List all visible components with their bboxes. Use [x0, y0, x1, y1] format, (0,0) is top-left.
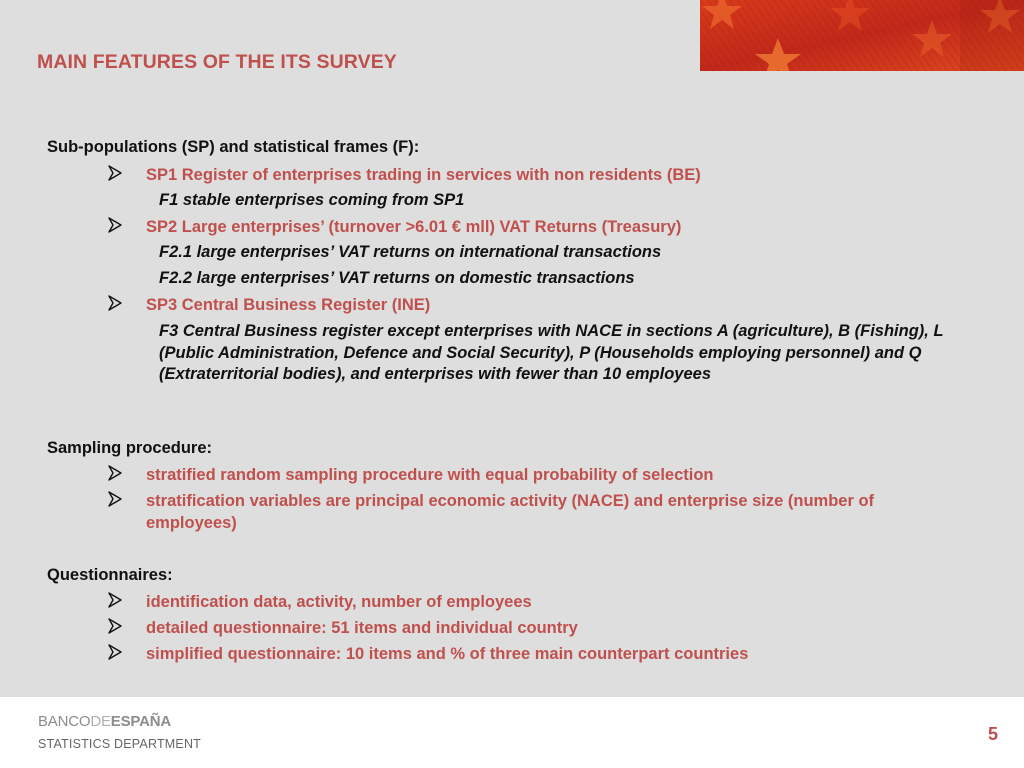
subpopulations-heading: Sub-populations (SP) and statistical frames (F): — [47, 138, 420, 156]
banco-de-espana-logo — [38, 713, 171, 730]
bullet-sp3-text: SP3 Central Business Register (INE) — [146, 296, 431, 314]
frame-f3-text: F3 Central Business register except enterprises with NACE in sections A (agriculture), B (Fishing), L (Public Administration, Defence and Social Security), P (Households employing personnel) and Q (Extraterritorial bodies), and enterprises with fewer than 10 employees — [159, 322, 944, 383]
arrowhead-bullet-icon — [108, 295, 122, 311]
logo-word-espana: ESPAÑA — [110, 713, 171, 730]
stars-flag-graphic — [700, 0, 1024, 71]
arrowhead-bullet-icon — [108, 592, 122, 608]
bullet-sp1-text: SP1 Register of enterprises trading in services with non residents (BE) — [146, 166, 701, 184]
slide-title: MAIN FEATURES OF THE ITS SURVEY — [37, 51, 397, 73]
arrowhead-bullet-icon — [108, 217, 122, 233]
bullet-questionnaire-3-text: simplified questionnaire: 10 items and % of three main counterpart countries — [146, 645, 749, 663]
arrowhead-bullet-icon — [108, 644, 122, 660]
arrowhead-bullet-icon — [108, 165, 122, 181]
frame-f22-text: F2.2 large enterprises’ VAT returns on domestic transactions — [159, 269, 635, 287]
sampling-heading: Sampling procedure: — [47, 439, 213, 457]
bullet-questionnaire-2-text: detailed questionnaire: 51 items and individual country — [146, 619, 578, 637]
arrowhead-bullet-icon — [108, 618, 122, 634]
questionnaires-heading: Questionnaires: — [47, 566, 173, 584]
bullet-sampling-2-text: stratification variables are principal economic activity (NACE) and enterprise size (number of employees) — [146, 492, 875, 532]
logo-word-banco: BANCO — [38, 713, 91, 730]
department-label: STATISTICS DEPARTMENT — [38, 737, 202, 751]
arrowhead-bullet-icon — [108, 465, 122, 481]
frame-f21-text: F2.1 large enterprises’ VAT returns on international transactions — [159, 243, 662, 261]
logo-word-de: DE — [90, 713, 111, 730]
bullet-sp2-text: SP2 Large enterprises’ (turnover >6.01 € mll) VAT Returns (Treasury) — [146, 218, 682, 236]
bullet-questionnaire-1-text: identification data, activity, number of employees — [146, 593, 532, 611]
bullet-sampling-1-text: stratified random sampling procedure with equal probability of selection — [146, 466, 714, 484]
page-number: 5 — [987, 724, 998, 744]
frame-f1-text: F1 stable enterprises coming from SP1 — [159, 191, 465, 209]
header-stars-image — [700, 0, 1024, 71]
arrowhead-bullet-icon — [108, 491, 122, 507]
slide-footer — [0, 697, 1024, 768]
